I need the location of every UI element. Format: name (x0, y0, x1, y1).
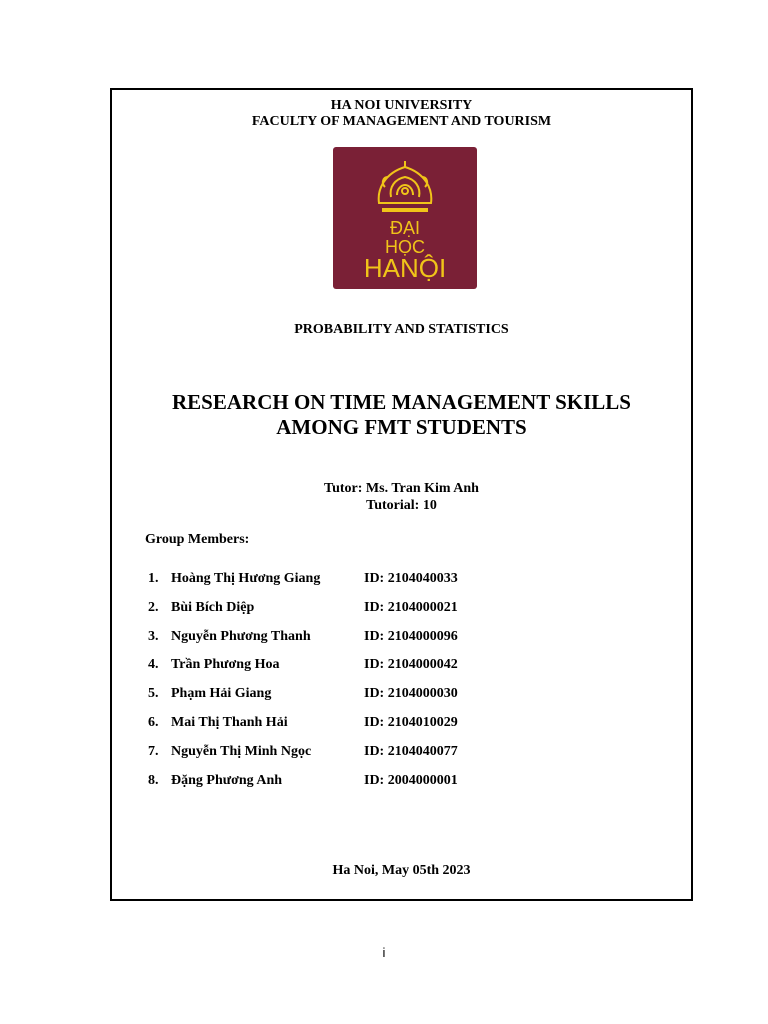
member-id: ID: 2104000096 (364, 628, 458, 644)
member-name: Trần Phương Hoa (171, 657, 280, 673)
cover-frame (110, 88, 693, 901)
member-name: Nguyễn Phương Thanh (171, 628, 311, 644)
faculty-name: FACULTY OF MANAGEMENT AND TOURISM (251, 114, 552, 129)
report-title-line2: AMONG FMT STUDENTS (276, 415, 527, 439)
member-number: 8. (148, 772, 159, 788)
member-number: 2. (148, 599, 159, 615)
course-name: PROBABILITY AND STATISTICS (294, 322, 509, 337)
member-id: ID: 2104040077 (364, 743, 458, 759)
member-row (148, 600, 548, 629)
member-row (148, 629, 548, 658)
member-row (148, 773, 548, 802)
member-number: 6. (148, 714, 159, 730)
member-id: ID: 2104000030 (364, 686, 458, 702)
logo-text-line1: ĐẠI (389, 218, 421, 238)
page-number: i (382, 945, 386, 960)
member-id: ID: 2004000001 (364, 772, 458, 788)
member-name: Mai Thị Thanh Hải (171, 714, 288, 730)
tutorial-line: Tutorial: 10 (366, 498, 437, 513)
logo-emblem-icon (333, 147, 477, 289)
member-number: 4. (148, 657, 159, 673)
member-name: Nguyễn Thị Minh Ngọc (171, 743, 312, 759)
member-id: ID: 2104010029 (364, 714, 458, 730)
logo-text-line2: HỌC (385, 237, 425, 257)
member-row (148, 571, 548, 600)
group-members-label: Group Members: (145, 532, 250, 547)
report-title-line1: RESEARCH ON TIME MANAGEMENT SKILLS (172, 390, 631, 414)
member-list (148, 571, 548, 801)
member-row (148, 715, 548, 744)
member-row (148, 657, 548, 686)
university-name: HA NOI UNIVERSITY (330, 98, 473, 113)
member-name: Đặng Phương Anh (171, 772, 283, 788)
tutor-line: Tutor: Ms. Tran Kim Anh (324, 481, 479, 496)
member-number: 7. (148, 743, 159, 759)
member-name: Hoàng Thị Hương Giang (171, 571, 321, 586)
university-logo (333, 147, 477, 289)
place-date: Ha Noi, May 05th 2023 (332, 863, 471, 878)
member-id: ID: 2104000021 (364, 599, 458, 615)
logo-text-line3: HANỘI (363, 253, 447, 283)
member-row (148, 686, 548, 715)
member-name: Bùi Bích Diệp (171, 599, 255, 615)
member-number: 3. (148, 628, 159, 644)
member-name: Phạm Hải Giang (171, 686, 272, 702)
member-number: 1. (148, 571, 159, 586)
member-number: 5. (148, 686, 159, 702)
member-id: ID: 2104000042 (364, 657, 458, 673)
member-row (148, 744, 548, 773)
member-id: ID: 2104040033 (364, 571, 458, 586)
